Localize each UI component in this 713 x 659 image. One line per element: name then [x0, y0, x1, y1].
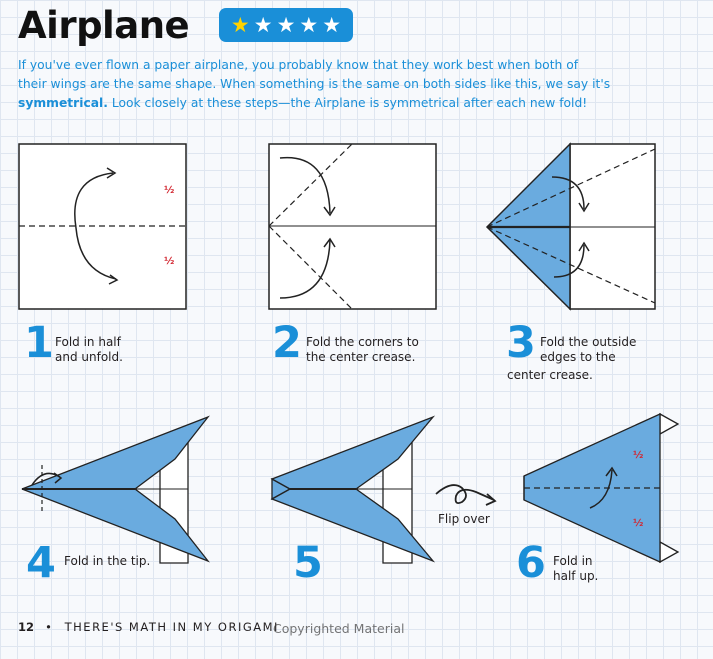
- step-2-caption: [306, 335, 419, 365]
- star-icon: ★: [253, 12, 273, 37]
- star-icon: ★: [276, 12, 296, 37]
- page-footer: [18, 620, 279, 634]
- intro-paragraph: [18, 56, 638, 113]
- caption-line: edges to the: [540, 350, 616, 364]
- caption-line: and unfold.: [55, 350, 123, 364]
- caption-line: center crease.: [507, 368, 593, 382]
- star-icon: ★: [230, 12, 250, 37]
- page-number: 12: [18, 620, 35, 634]
- keyword-symmetrical: symmetrical.: [18, 96, 108, 110]
- intro-line: [18, 94, 638, 113]
- caption-line: half up.: [553, 569, 599, 583]
- footer-bullet: •: [45, 620, 54, 634]
- step-number: 2: [272, 318, 302, 368]
- intro-line: If you've ever flown a paper airplane, you probably know that they work best when both of: [18, 58, 579, 72]
- step-3-caption: [540, 335, 636, 365]
- fraction-half-label: ½: [633, 450, 644, 461]
- step-3-diagram: [486, 143, 658, 311]
- flip-over-icon: [432, 474, 500, 514]
- step-6-caption: [553, 554, 598, 584]
- caption-line: Fold in half: [55, 335, 121, 349]
- step-4-caption: Fold in the tip.: [64, 554, 151, 568]
- difficulty-rating: [219, 8, 353, 42]
- intro-line-rest: Look closely at these steps—the Airplane is symmetrical after each new fold!: [107, 96, 588, 110]
- step-number: 5: [293, 538, 323, 588]
- page-title: Airplane: [18, 4, 190, 47]
- caption-line: Fold in: [553, 554, 593, 568]
- step-1-diagram: [18, 143, 188, 311]
- flip-over-label: Flip over: [438, 512, 490, 526]
- fraction-half-label: ½: [164, 256, 175, 267]
- step-number: 4: [26, 538, 56, 588]
- step-2-diagram: [268, 143, 438, 311]
- copyright-watermark: Copyrighted Material: [273, 621, 405, 636]
- step-1-caption: [55, 335, 123, 365]
- step-number: 3: [506, 318, 536, 368]
- caption-line: Fold the outside: [540, 335, 637, 349]
- star-icon: ★: [322, 12, 342, 37]
- caption-line: Fold the corners to: [306, 335, 419, 349]
- fraction-half-label: ½: [164, 185, 175, 196]
- caption-line: the center crease.: [306, 350, 416, 364]
- star-icon: ★: [299, 12, 319, 37]
- step-number: 1: [24, 318, 54, 368]
- fraction-half-label: ½: [633, 518, 644, 529]
- intro-line: their wings are the same shape. When something is the same on both sides like this, we say it's: [18, 77, 611, 91]
- step-number: 6: [516, 538, 546, 588]
- book-title: THERE'S MATH IN MY ORIGAMI: [64, 620, 279, 634]
